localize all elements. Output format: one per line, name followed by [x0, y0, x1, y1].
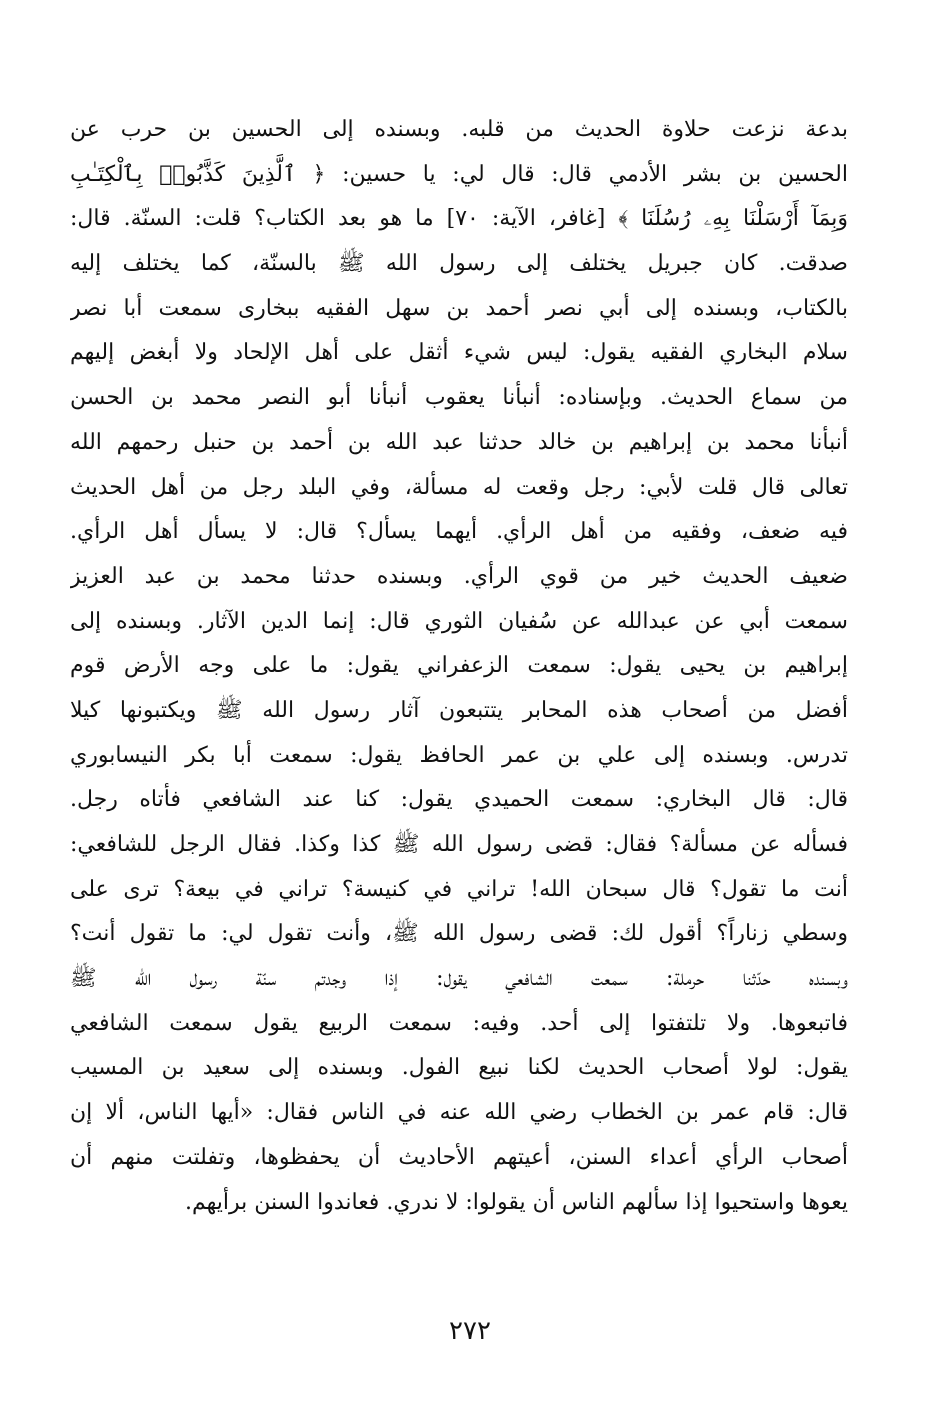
text-line: فسأله عن مسألة؟ فقال: قضى رسول الله ﷺ كذا وكذا. فقال الرجل للشافعي: — [70, 832, 848, 857]
text-line: ضعيف الحديث خير من قوي الرأي. وبسنده حدثنا محمد بن عبد العزيز — [70, 563, 848, 589]
text-line: يقول: لولا أصحاب الحديث لكنا نبيع الفول. وبسنده إلى سعيد بن المسيب — [70, 1055, 848, 1081]
text-line: أصحاب الرأي أعداء السنن، أعيتهم الأحاديث أن يحفظوها، وتفلتت منهم أن — [70, 1144, 848, 1170]
text-line-last: يعوها واستحيوا إذا سألهم الناس أن يقولوا: لا ندري. فعاندوا السنن برأيهم. — [185, 1189, 848, 1215]
text-line: قال: قال البخاري: سمعت الحميدي يقول: كنا عند الشافعي فأتاه رجل. — [70, 787, 848, 813]
page-number: ٢٧٢ — [449, 1316, 491, 1346]
text-line: قال: قام عمر بن الخطاب رضي الله عنه في الناس فقال: «أيها الناس، ألا إن — [70, 1100, 848, 1126]
text-line: الحسين بن بشر الأدمي قال: قال لي: يا حسين: ﴿ ٱلَّذِينَ كَذَّبُوا۟ بِٱلْكِتَـٰبِ — [70, 161, 848, 187]
text-line: بدعة نزعت حلاوة الحديث من قلبه. وبسنده إلى الحسين بن حرب عن — [70, 117, 848, 142]
text-line: فاتبعوها. ولا تلتفتوا إلى أحد. وفيه: سمعت الربيع يقول سمعت الشافعي — [70, 1010, 848, 1036]
text-line: أنت ما تقول؟ قال سبحان الله! تراني في كنيسة؟ تراني في بيعة؟ ترى على — [70, 876, 848, 902]
text-line: وسطي زناراً؟ أقول لك: قضى رسول الله ﷺ، وأنت تقول لي: ما تقول أنت؟ — [70, 921, 848, 947]
text-line: تعالى قال قلت لأبي: رجل وقعت له مسألة، وفي البلد رجل من أهل الحديث — [70, 474, 848, 500]
text-line: أنبأنا محمد بن إبراهيم بن خالد حدثنا عبد الله بن أحمد بن حنبل رحمهم الله — [70, 429, 848, 455]
text-line: صدقت. كان جبريل يختلف إلى رسول الله ﷺ بالسنّة، كما يختلف إليه — [70, 251, 848, 277]
text-line: من سماع الحديث. وبإسناده: أنبأنا يعقوب أنبأنا أبو النصر محمد بن الحسن — [70, 385, 848, 411]
text-line: فيه ضعف، وفقيه من أهل الرأي. أيهما يسأل؟ قال: لا يسأل أهل الرأي. — [70, 519, 848, 545]
text-line: سمعت أبي عن عبدالله عن سُفيان الثوري قال: إنما الدين الآثار. وبسنده إلى — [70, 608, 848, 634]
body-text — [70, 108, 848, 1225]
text-line: أفضل من أصحاب هذه المحابر يتتبعون آثار رسول الله ﷺ ويكتبونها كيلا — [70, 697, 848, 723]
text-line: بالكتاب، وبسنده إلى أبي نصر أحمد بن سهل الفقيه ببخارى سمعت أبا نصر — [70, 295, 848, 321]
text-line: تدرس. وبسنده إلى علي بن عمر الحافظ يقول: سمعت أبا بكر النيسابوري — [70, 742, 848, 768]
text-line: إبراهيم بن يحيى يقول: سمعت الزعفراني يقول: ما على وجه الأرض قوم — [70, 653, 848, 679]
text-line: وبسنده حدّثنا حرملة: سمعت الشافعي يقول: إذا وجدتم سنّة رسول الله ﷺ — [70, 966, 848, 992]
text-line: وَبِمَآ أَرْسَلْنَا بِهِۦ رُسُلَنَا ﴾ [غافر، الآية: ٧٠] ما هو بعد الكتاب؟ قلت: السنّة. قال: — [70, 206, 848, 232]
text-line: سلام البخاري الفقيه يقول: ليس شيء أثقل على أهل الإلحاد ولا أبغض إليهم — [70, 340, 848, 366]
